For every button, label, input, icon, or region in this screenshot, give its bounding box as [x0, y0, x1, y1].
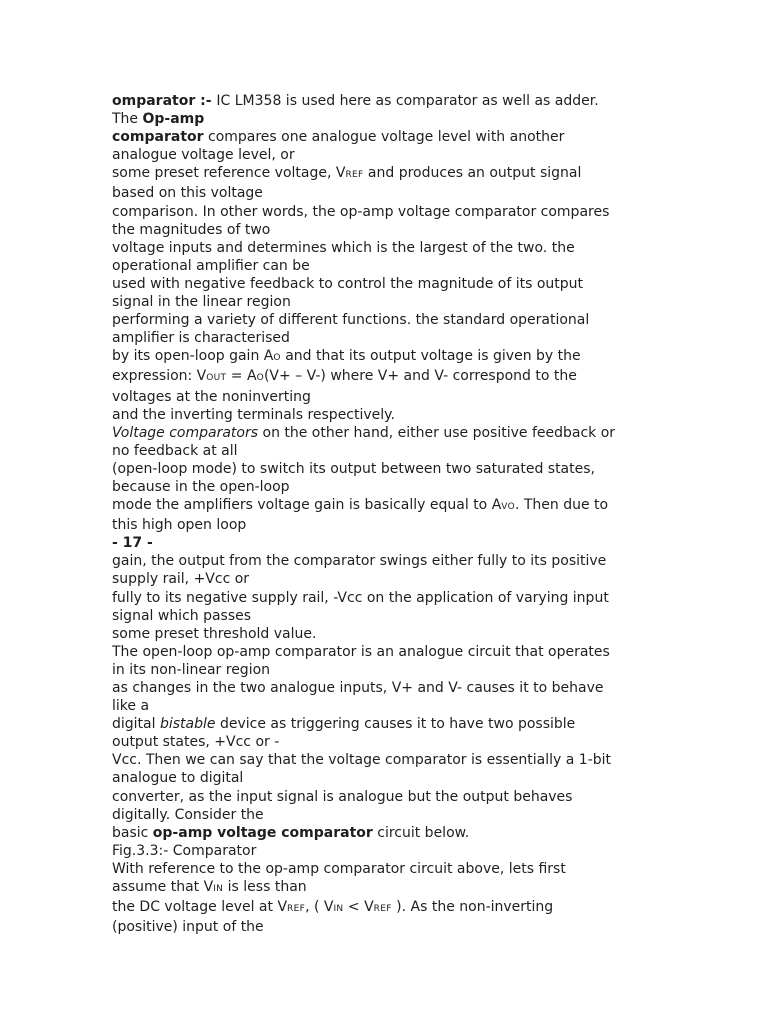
text-segment: in its non-linear region: [112, 661, 271, 678]
text-segment: digital: [112, 716, 160, 733]
text-segment: basic: [112, 824, 153, 841]
text-segment: The: [112, 111, 143, 128]
text-line: [112, 788, 660, 806]
text-line: [112, 347, 660, 367]
text-segment: fully to its negative supply rail, -Vcc on the application of varying input: [112, 589, 609, 606]
text-segment: converter, as the input signal is analogue but the output behaves: [112, 788, 573, 805]
text-line: [112, 918, 660, 936]
subscript-text: IN: [213, 884, 224, 895]
text-segment: (positive) input of the: [112, 919, 264, 936]
text-segment: assume that V: [112, 879, 214, 896]
text-segment: device as triggering causes it to have two possible: [215, 716, 576, 733]
text-segment: because in the open-loop: [112, 478, 290, 495]
text-segment: op-amp voltage comparator: [152, 824, 373, 841]
subscript-text: REF: [345, 170, 364, 181]
text-segment: expression: V: [112, 368, 207, 385]
text-segment: Vcc. Then we can say that the voltage comparator is essentially a 1-bit: [112, 752, 612, 769]
text-line: [112, 824, 660, 842]
text-segment: no feedback at all: [112, 442, 238, 459]
text-segment: like a: [112, 698, 150, 715]
text-segment: by its open-loop gain A: [112, 348, 274, 365]
text-line: [112, 607, 660, 625]
text-segment: performing a variety of different functions. the standard operational: [112, 312, 590, 329]
text-line: [112, 769, 660, 787]
text-segment: analogue to digital: [112, 770, 244, 787]
text-line: [112, 293, 660, 311]
subscript-text: O: [273, 353, 281, 364]
text-line: [112, 221, 660, 239]
text-line: [112, 679, 660, 697]
text-segment: ). As the non-inverting: [391, 899, 554, 916]
text-line: [112, 184, 660, 202]
text-segment: the magnitudes of two: [112, 221, 271, 238]
text-line: [112, 478, 660, 496]
subscript-text: O: [256, 373, 264, 384]
text-line: [112, 552, 660, 570]
text-line: [112, 878, 660, 898]
text-segment: based on this voltage: [112, 185, 263, 202]
text-segment: output states, +Vcc or -: [112, 734, 280, 751]
text-line: [112, 842, 660, 860]
text-segment: operational amplifier can be: [112, 257, 310, 274]
text-line: [112, 751, 660, 769]
subscript-text: IN: [333, 904, 344, 915]
text-segment: the DC voltage level at V: [112, 899, 288, 916]
text-line: [112, 496, 660, 516]
text-segment: The open-loop op-amp comparator is an analogue circuit that operates: [112, 643, 610, 660]
subscript-text: OUT: [206, 373, 227, 384]
text-line: [112, 625, 660, 643]
text-segment: gain, the output from the comparator swings either fully to its positive: [112, 553, 607, 570]
text-segment: < V: [343, 899, 374, 916]
text-line: [112, 92, 660, 110]
text-line: [112, 128, 660, 146]
subscript-text: REF: [373, 904, 392, 915]
text-segment: . Then due to: [514, 497, 609, 514]
text-line: [112, 697, 660, 715]
text-segment: some preset threshold value.: [112, 625, 317, 642]
text-line: [112, 388, 660, 406]
text-segment: and that its output voltage is given by the: [280, 348, 581, 365]
text-line: [112, 367, 660, 387]
text-segment: as changes in the two analogue inputs, V+ and V- causes it to behave: [112, 680, 604, 696]
text-line: [112, 806, 660, 824]
text-line: [112, 661, 660, 679]
text-segment: , ( V: [305, 899, 334, 916]
text-segment: Op-amp: [142, 111, 205, 128]
text-segment: amplifier is characterised: [112, 330, 290, 347]
text-line: [112, 460, 660, 478]
text-segment: comparison. In other words, the op-amp voltage comparator compares: [112, 203, 610, 220]
text-line: [112, 239, 660, 257]
text-line: [112, 733, 660, 751]
text-segment: bistable: [159, 716, 216, 733]
text-segment: = A: [226, 368, 257, 385]
text-line: [112, 898, 660, 918]
text-line: [112, 311, 660, 329]
text-line: [112, 715, 660, 733]
text-segment: and the inverting terminals respectively.: [112, 406, 395, 423]
subscript-text: REF: [287, 904, 306, 915]
text-line: [112, 534, 660, 552]
text-line: [112, 164, 660, 184]
text-segment: digitally. Consider the: [112, 806, 264, 823]
text-segment: comparator: [112, 129, 204, 146]
text-segment: circuit below.: [372, 824, 470, 841]
text-segment: voltages at the noninverting: [112, 388, 311, 405]
text-line: [112, 110, 660, 128]
text-segment: With reference to the op-amp comparator circuit above, lets first: [112, 860, 566, 877]
text-segment: (V+ – V-) where V+ and V- correspond to the: [263, 368, 577, 385]
text-line: [112, 516, 660, 534]
text-segment: and produces an output signal: [363, 165, 582, 182]
text-segment: supply rail, +Vcc or: [112, 571, 250, 588]
text-line: [112, 570, 660, 588]
text-line: [112, 275, 660, 293]
text-segment: IC LM358 is used here as comparator as well as adder.: [216, 93, 599, 109]
text-line: [112, 424, 660, 442]
text-segment: Voltage comparators: [112, 424, 259, 441]
text-segment: (open-loop mode) to switch its output between two saturated states,: [112, 460, 595, 477]
text-segment: - 17 -: [112, 535, 153, 552]
text-line: [112, 203, 660, 221]
text-segment: signal in the linear region: [112, 294, 291, 311]
text-segment: this high open loop: [112, 517, 247, 534]
text-segment: on the other hand, either use positive feedback or: [258, 424, 616, 441]
text-line: [112, 643, 660, 661]
text-line: [112, 329, 660, 347]
text-segment: is less than: [223, 879, 307, 896]
text-segment: omparator :-: [112, 93, 217, 109]
text-line: [112, 406, 660, 424]
document-body: [112, 92, 660, 936]
text-segment: some preset reference voltage, V: [112, 165, 346, 182]
text-segment: compares one analogue voltage level with another: [203, 129, 565, 146]
text-segment: Fig.3.3:- Comparator: [112, 842, 257, 859]
text-segment: analogue voltage level, or: [112, 147, 295, 164]
text-line: [112, 442, 660, 460]
text-segment: voltage inputs and determines which is the largest of the two. the: [112, 239, 575, 256]
text-line: [112, 146, 660, 164]
text-segment: mode the amplifiers voltage gain is basically equal to A: [112, 497, 502, 514]
text-line: [112, 589, 660, 607]
text-line: [112, 257, 660, 275]
text-line: [112, 860, 660, 878]
text-segment: used with negative feedback to control the magnitude of its output: [112, 275, 584, 292]
subscript-text: VO: [501, 502, 515, 513]
text-segment: signal which passes: [112, 607, 252, 624]
